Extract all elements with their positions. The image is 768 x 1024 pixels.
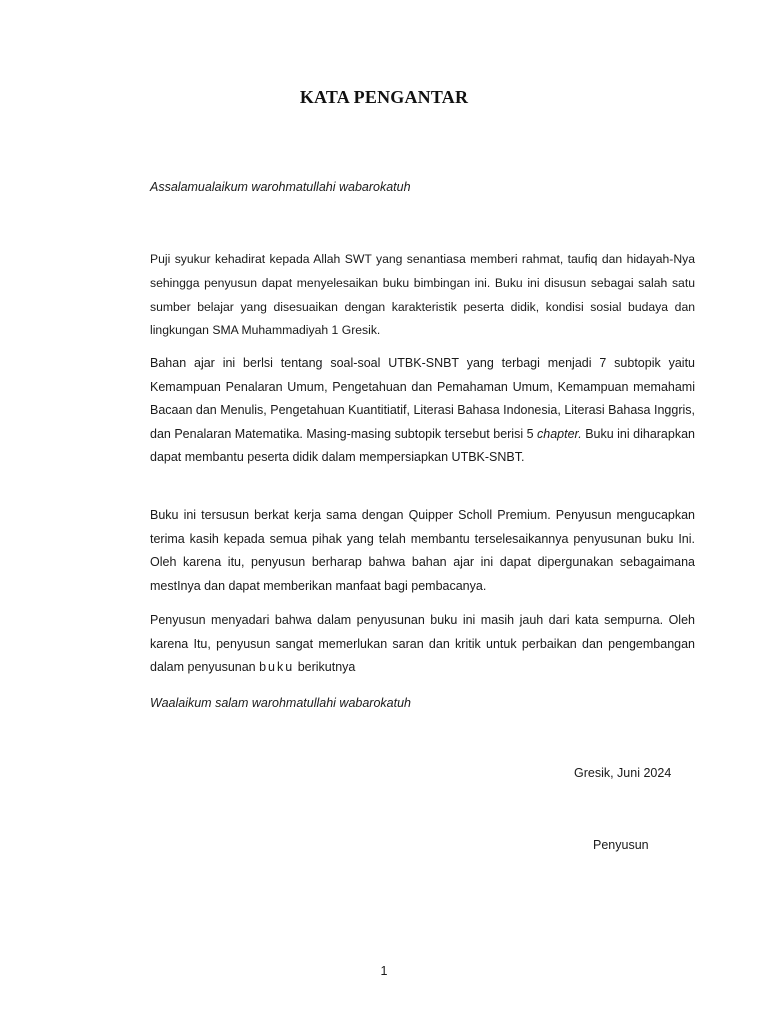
page-title: KATA PENGANTAR: [299, 87, 469, 107]
paragraph-3: Buku ini tersusun berkat kerja sama dengan Quipper Scholl Premium. Penyusun mengucapkan terima kasih kepada semua pihak yang telah membantu terselesaikannya penyusunan buku Ini. Oleh karena itu, penyusun berharap bahwa bahan ajar ini dapat dipergunakan sebagaimana mestInya dan dapat memberikan manfaat bagi pembacanya.: [150, 508, 695, 593]
opening-greeting: Assalamualaikum warohmatullahi wabarokatuh: [150, 180, 411, 194]
paragraph-2-text-a: Bahan ajar ini berlsi tentang soal-soal UTBK-SNBT yang terbagi menjadi 7 subtopik yaitu Kemampuan Penalaran Umum, Pengetahuan dan Pemahaman Umum, Kemampuan memahami Bacaan dan Menulis, Pengetahuan Kuantitiatif, Literasi Bahasa Indonesia, Literasi Bahasa Inggris, dan Penalaran Matematika. Masing-masing subtopik tersebut berisi 5: [150, 356, 695, 441]
paragraph-4-spaced-word: buku: [259, 660, 295, 674]
paragraph-4: [150, 609, 695, 680]
author-signature: Penyusun: [593, 838, 649, 852]
paragraph-2-text-b: Buku ini diharapkan dapat membantu peserta didik dalam mempersiapkan UTBK-SNBT.: [150, 426, 695, 464]
paragraph-2: [150, 352, 695, 470]
page-number: 1: [380, 964, 388, 978]
paragraph-1: Puji syukur kehadirat kepada Allah SWT yang senantiasa memberi rahmat, taufiq dan hidayah-Nya sehingga penyusun dapat menyelesaikan buku bimbingan ini. Buku ini disusun sebagai salah satu sumber belajar yang disesuaikan dengan karakteristik peserta didik, kondisi sosial budaya dan lingkungan SMA Muhammadiyah 1 Gresik.: [150, 252, 695, 338]
closing-greeting: Waalaikum salam warohmatullahi wabarokatuh: [150, 696, 412, 710]
paragraph-4-text-a: Penyusun menyadari bahwa dalam penyusunan buku ini masih jauh dari kata sempurna. Oleh karena Itu, penyusun sangat memerlukan saran dan kritik untuk perbaikan dan pengembangan dalam penyusunan: [150, 613, 695, 674]
paragraph-2-emphasis: chapter.: [537, 426, 582, 441]
place-date: Gresik, Juni 2024: [574, 766, 672, 780]
paragraph-4-text-b: berikutnya: [294, 660, 356, 674]
